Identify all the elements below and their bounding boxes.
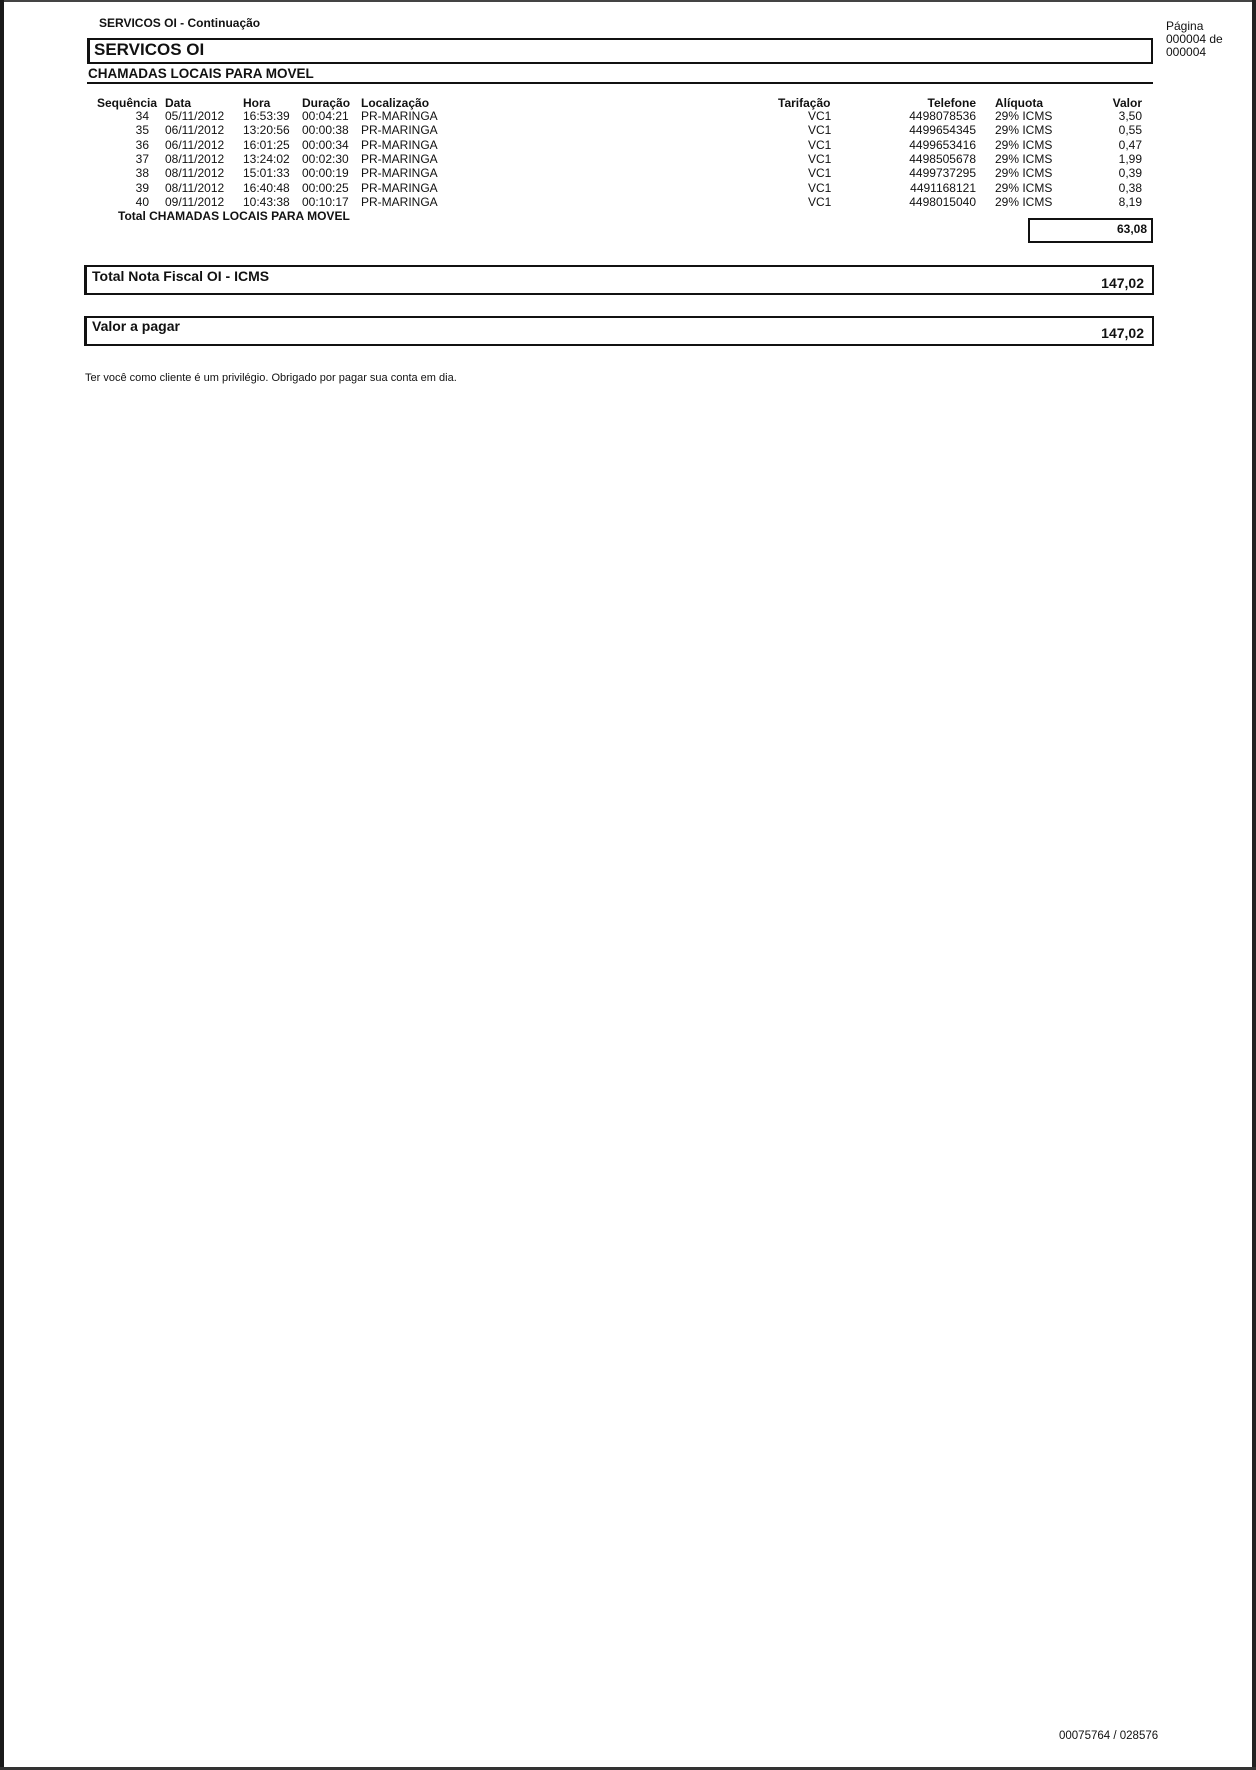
cell-aliquota: 29% ICMS (995, 194, 1053, 209)
cell-valor: 8,19 (1118, 194, 1142, 209)
cell-sequencia: 37 (135, 151, 149, 166)
cell-tarifacao: VC1 (808, 137, 832, 152)
cell-hora: 16:01:25 (243, 137, 290, 152)
cell-telefone: 4491168121 (910, 180, 976, 195)
cell-telefone: 4499737295 (909, 166, 976, 181)
cell-sequencia: 38 (135, 166, 149, 181)
cell-telefone: 4498015040 (909, 194, 976, 209)
cell-data: 06/11/2012 (165, 137, 225, 152)
column-header-duracao: Duração (302, 96, 351, 110)
cell-data: 09/11/2012 (165, 194, 225, 209)
cell-duracao: 00:02:30 (302, 151, 349, 166)
section-total-label: Total CHAMADAS LOCAIS PARA MOVEL (118, 209, 350, 223)
column-header-tarifacao: Tarifação (778, 96, 831, 110)
cell-duracao: 00:00:19 (302, 166, 349, 181)
cell-sequencia: 35 (135, 123, 149, 138)
column-header-data: Data (165, 96, 192, 110)
cell-valor: 1,99 (1118, 151, 1142, 166)
thank-you-message: Ter você como cliente é um privilégio. Obrigado por pagar sua conta em dia. (85, 372, 457, 384)
cell-localizacao: PR-MARINGA (361, 151, 438, 166)
cell-localizacao: PR-MARINGA (361, 194, 438, 209)
scan-edge-left (0, 0, 4, 1770)
continuation-header: SERVICOS OI - Continuação (99, 16, 261, 30)
cell-tarifacao: VC1 (808, 180, 832, 195)
cell-aliquota: 29% ICMS (995, 166, 1053, 181)
cell-tarifacao: VC1 (808, 151, 832, 166)
cell-data: 08/11/2012 (165, 151, 225, 166)
column-header-hora: Hora (243, 96, 271, 110)
cell-hora: 16:40:48 (243, 180, 290, 195)
subsection-rule (87, 82, 1153, 84)
cell-tarifacao: VC1 (808, 109, 832, 123)
section-title-box (87, 38, 1153, 64)
valor-a-pagar-value: 147,02 (1101, 325, 1144, 341)
cell-sequencia: 36 (135, 137, 149, 152)
cell-duracao: 00:10:17 (302, 194, 349, 209)
column-header-localizacao: Localização (361, 96, 430, 110)
column-header-sequencia: Sequência (97, 96, 158, 110)
cell-sequencia: 34 (135, 109, 149, 123)
cell-hora: 10:43:38 (243, 194, 290, 209)
cell-tarifacao: VC1 (808, 123, 832, 138)
cell-valor: 0,39 (1118, 166, 1142, 181)
cell-localizacao: PR-MARINGA (361, 180, 438, 195)
cell-telefone: 4498078536 (909, 109, 976, 123)
column-header-valor: Valor (1112, 96, 1142, 110)
document-code: 00075764 / 028576 (1059, 1730, 1159, 1742)
cell-duracao: 00:04:21 (302, 109, 349, 123)
scan-edge-top (0, 0, 1256, 2)
cell-aliquota: 29% ICMS (995, 151, 1053, 166)
valor-a-pagar-label: Valor a pagar (92, 318, 180, 334)
cell-aliquota: 29% ICMS (995, 109, 1053, 123)
cell-localizacao: PR-MARINGA (361, 109, 438, 123)
cell-duracao: 00:00:34 (302, 137, 349, 152)
cell-localizacao: PR-MARINGA (361, 123, 438, 138)
cell-duracao: 00:00:38 (302, 123, 349, 138)
cell-tarifacao: VC1 (808, 166, 832, 181)
cell-valor: 0,47 (1118, 137, 1142, 152)
cell-duracao: 00:00:25 (302, 180, 349, 195)
valor-a-pagar-box (84, 316, 1154, 346)
cell-telefone: 4499654345 (909, 123, 976, 138)
subsection-title: CHAMADAS LOCAIS PARA MOVEL (88, 66, 314, 81)
nota-fiscal-value: 147,02 (1101, 275, 1144, 291)
cell-data: 05/11/2012 (165, 109, 225, 123)
cell-hora: 13:24:02 (243, 151, 290, 166)
cell-valor: 0,55 (1118, 123, 1142, 138)
nota-fiscal-label: Total Nota Fiscal OI - ICMS (92, 268, 270, 284)
cell-aliquota: 29% ICMS (995, 137, 1053, 152)
scan-edge-right (1252, 0, 1256, 1770)
cell-sequencia: 40 (135, 194, 149, 209)
cell-aliquota: 29% ICMS (995, 123, 1053, 138)
cell-telefone: 4499653416 (909, 137, 976, 152)
page-number: 000004 de (1166, 32, 1223, 46)
cell-valor: 0,38 (1118, 180, 1142, 195)
cell-aliquota: 29% ICMS (995, 180, 1053, 195)
section-total-value: 63,08 (1116, 222, 1147, 236)
cell-data: 08/11/2012 (165, 180, 225, 195)
cell-localizacao: PR-MARINGA (361, 137, 438, 152)
cell-hora: 16:53:39 (243, 109, 290, 123)
cell-valor: 3,50 (1118, 109, 1142, 123)
cell-localizacao: PR-MARINGA (361, 166, 438, 181)
page-total: 000004 (1166, 45, 1207, 59)
cell-data: 08/11/2012 (165, 166, 225, 181)
cell-telefone: 4498505678 (909, 151, 976, 166)
page-label: Página (1166, 19, 1204, 33)
cell-sequencia: 39 (135, 180, 149, 195)
section-title: SERVICOS OI (94, 40, 205, 59)
column-header-telefone: Telefone (927, 96, 976, 110)
cell-tarifacao: VC1 (808, 194, 832, 209)
cell-hora: 15:01:33 (243, 166, 290, 181)
cell-data: 06/11/2012 (165, 123, 225, 138)
column-header-aliquota: Alíquota (995, 96, 1043, 110)
cell-hora: 13:20:56 (243, 123, 290, 138)
